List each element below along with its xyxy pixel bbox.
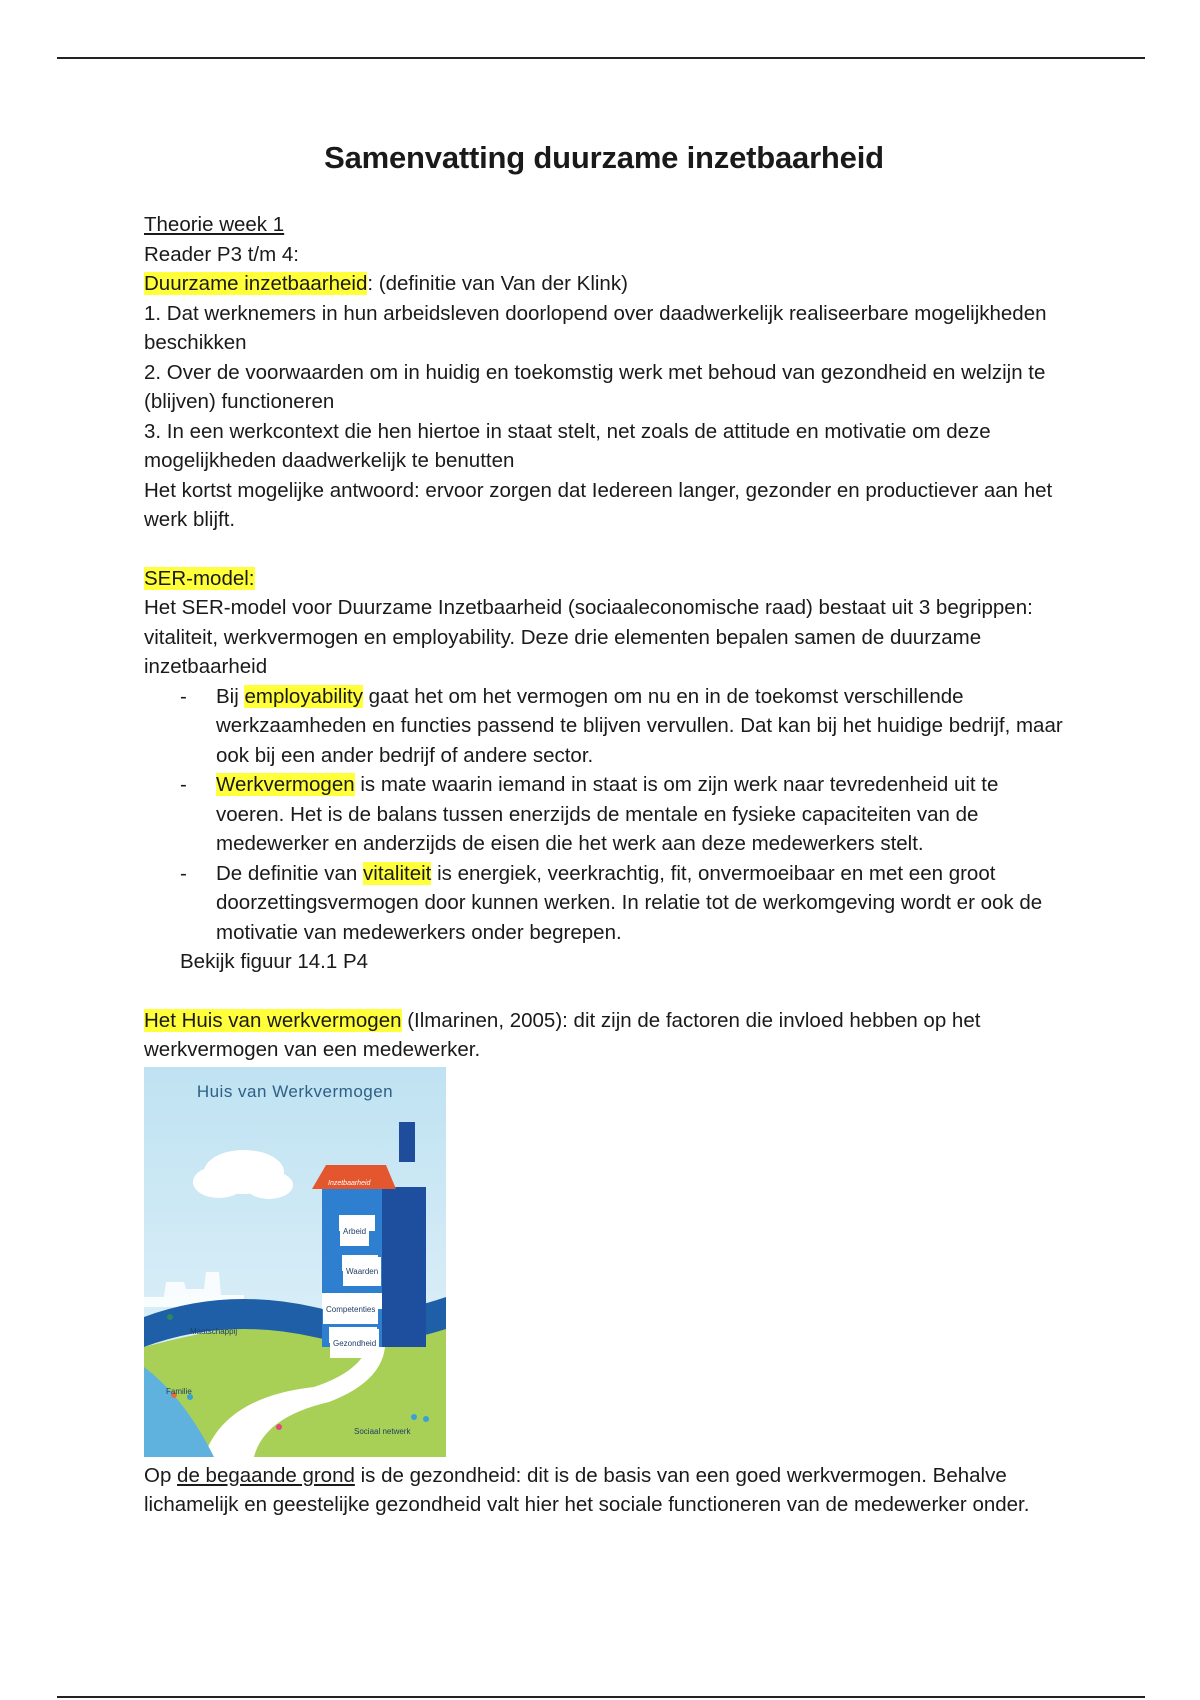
document-page [144,140,1064,1520]
floor-label: Waarden [343,1257,381,1287]
short-answer: Het kortst mogelijke antwoord: ervoor zorgen dat Iedereen langer, gezonder en productiever aan het werk blijft. [144,478,1053,531]
definition-point-2: 2. Over de voorwaarden om in huidig en toekomstig werk met behoud van gezondheid en welzijn te (blijven) functioneren [144,360,1046,413]
list-item: - De definitie van vitaliteit is energiek, veerkrachtig, fit, onvermoeibaar en met een groot doorzettingsvermogen door kunnen werken. In relatie tot de werkomgeving wordt er ook de motivatie van medewerkers onder begrepen. [216,859,1064,948]
roof-label: Inzetbaarheid [328,1179,371,1187]
ser-bullet-list [144,682,1064,948]
floor-label: Arbeid [340,1217,369,1247]
section-heading-ser [144,564,1064,594]
figure-title: Huis van Werkvermogen [196,1081,394,1101]
highlight-term-employability: employability [244,684,363,708]
footer-rule [57,1696,1145,1698]
side-label: Maatschappij [190,1326,238,1336]
list-item: - Werkvermogen is mate waarin iemand in staat is om zijn werk naar tevredenheid uit te voeren. Het is de balans tussen enerzijds de mentale en fysieke capaciteiten van de medewerker en anderzijds de eisen die het werk aan deze medewerkers stelt. [216,770,1064,859]
underlined-term-begaande-grond: de begaande grond [177,1463,355,1487]
highlight-term-ser: SER-model: [144,566,255,590]
highlight-term-huis: Het Huis van werkvermogen [144,1008,402,1032]
highlight-term-vitaliteit: vitaliteit [363,861,432,885]
definition-point-1: 1. Dat werknemers in hun arbeidsleven doorlopend over daadwerkelijk realiseerbare mogelijkheden beschikken [144,301,1047,354]
huis-intro: Het Huis van werkvermogen (Ilmarinen, 2005): dit zijn de factoren die invloed hebben op het werkvermogen van een medewerker. [144,1008,981,1061]
side-label: Sociaal netwerk [354,1426,411,1436]
section-heading-theory: Theorie week 1 [144,213,285,236]
huis-van-werkvermogen-image [144,1067,446,1457]
closing-paragraph: Op de begaande grond is de gezondheid: dit is de basis van een goed werkvermogen. Behalve lichamelijk en geestelijke gezondheid valt hier het sociale functioneren van de medewerker onder. [144,1463,1030,1516]
figure-reference: Bekijk figuur 14.1 P4 [180,950,369,973]
header-rule [57,57,1145,59]
highlight-term-werkvermogen: Werkvermogen [216,773,355,796]
side-label: Familie [166,1386,192,1396]
document-title: Samenvatting duurzame inzetbaarheid [324,140,884,175]
reader-reference: Reader P3 t/m 4: [144,242,299,266]
list-item: - Bij employability gaat het om het vermogen om nu en in de toekomst verschillende werkzaamheden en functies passend te blijven vervullen. Dat kan bij het huidige bedrijf, maar ook bij een ander bedrijf of andere sector. [216,682,1064,771]
definition-point-3: 3. In een werkcontext die hen hiertoe in staat stelt, net zoals de attitude en motivatie om deze mogelijkheden daadwerkelijk te benutten [144,419,991,472]
definition-suffix: : (definitie van Van der Klink) [367,272,628,295]
definition-line [144,269,1064,299]
highlight-term-duurzame: Duurzame inzetbaarheid [144,272,368,295]
ser-intro: Het SER-model voor Duurzame Inzetbaarheid (sociaaleconomische raad) bestaat uit 3 begrippen: vitaliteit, werkvermogen en employability. Deze drie elementen bepalen samen de duurzame inzetbaarheid [144,596,1033,678]
document-body [144,210,1064,1520]
floor-label: Gezondheid [330,1329,379,1359]
floor-label: Competenties [323,1295,378,1325]
